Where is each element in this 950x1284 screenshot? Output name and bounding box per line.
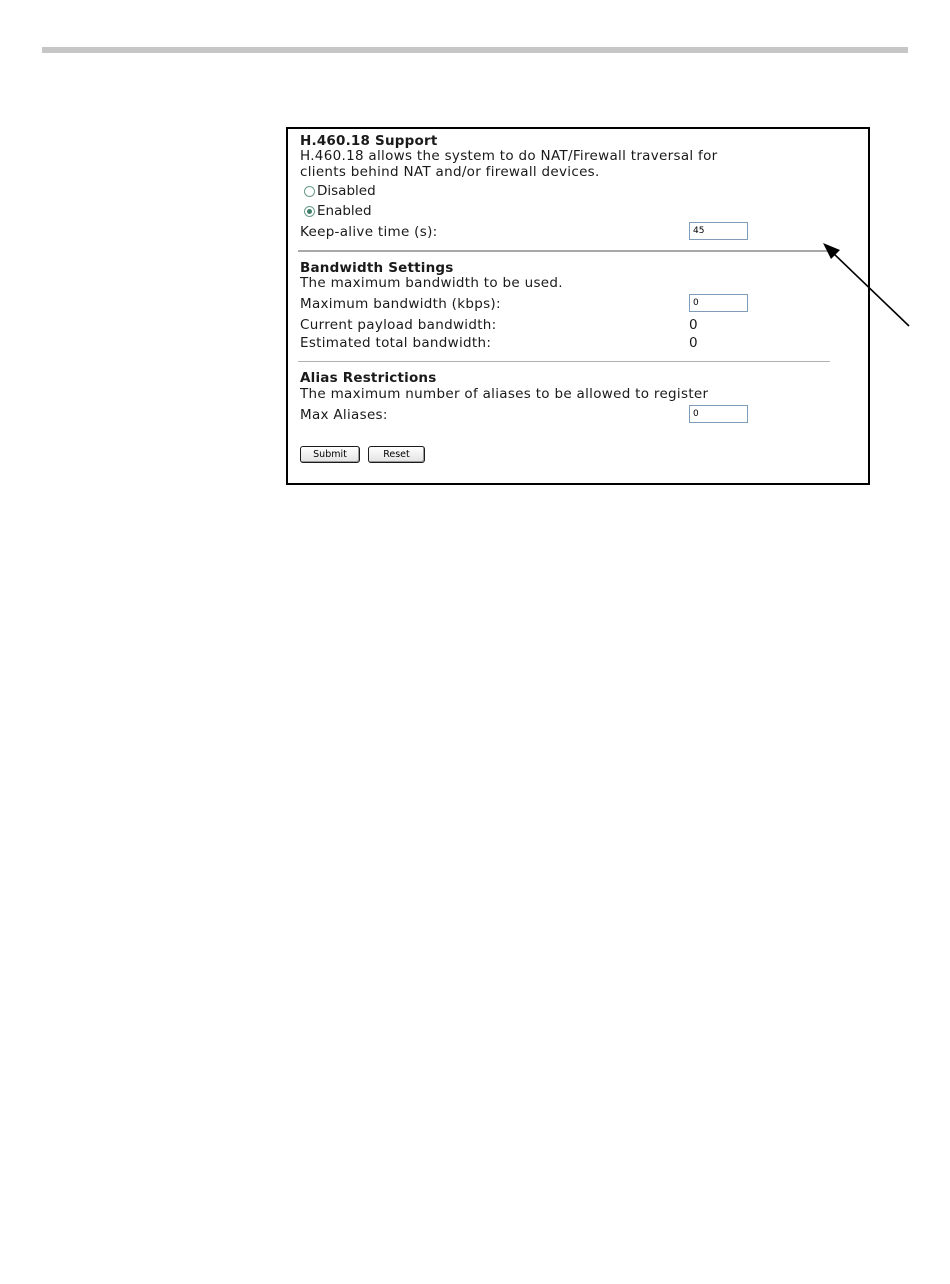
- max-bandwidth-label: Maximum bandwidth (kbps):: [300, 296, 501, 312]
- bandwidth-description: The maximum bandwidth to be used.: [300, 275, 563, 291]
- current-payload-label: Current payload bandwidth:: [300, 317, 497, 333]
- h46018-description-line2: clients behind NAT and/or firewall devices.: [300, 164, 600, 180]
- radio-disabled-label: Disabled: [317, 183, 376, 199]
- estimated-total-label: Estimated total bandwidth:: [300, 335, 492, 351]
- h46018-title: H.460.18 Support: [300, 133, 438, 149]
- max-aliases-label: Max Aliases:: [300, 407, 388, 423]
- current-payload-value: 0: [689, 317, 698, 333]
- keepalive-label: Keep-alive time (s):: [300, 224, 438, 240]
- bandwidth-title: Bandwidth Settings: [300, 260, 454, 276]
- submit-button[interactable]: Submit: [300, 446, 360, 463]
- alias-title: Alias Restrictions: [300, 370, 437, 386]
- radio-enabled-label: Enabled: [317, 203, 372, 219]
- h46018-description-line1: H.460.18 allows the system to do NAT/Firewall traversal for: [300, 148, 718, 164]
- estimated-total-value: 0: [689, 335, 698, 351]
- reset-button[interactable]: Reset: [368, 446, 425, 463]
- alias-description: The maximum number of aliases to be allowed to register: [300, 386, 709, 402]
